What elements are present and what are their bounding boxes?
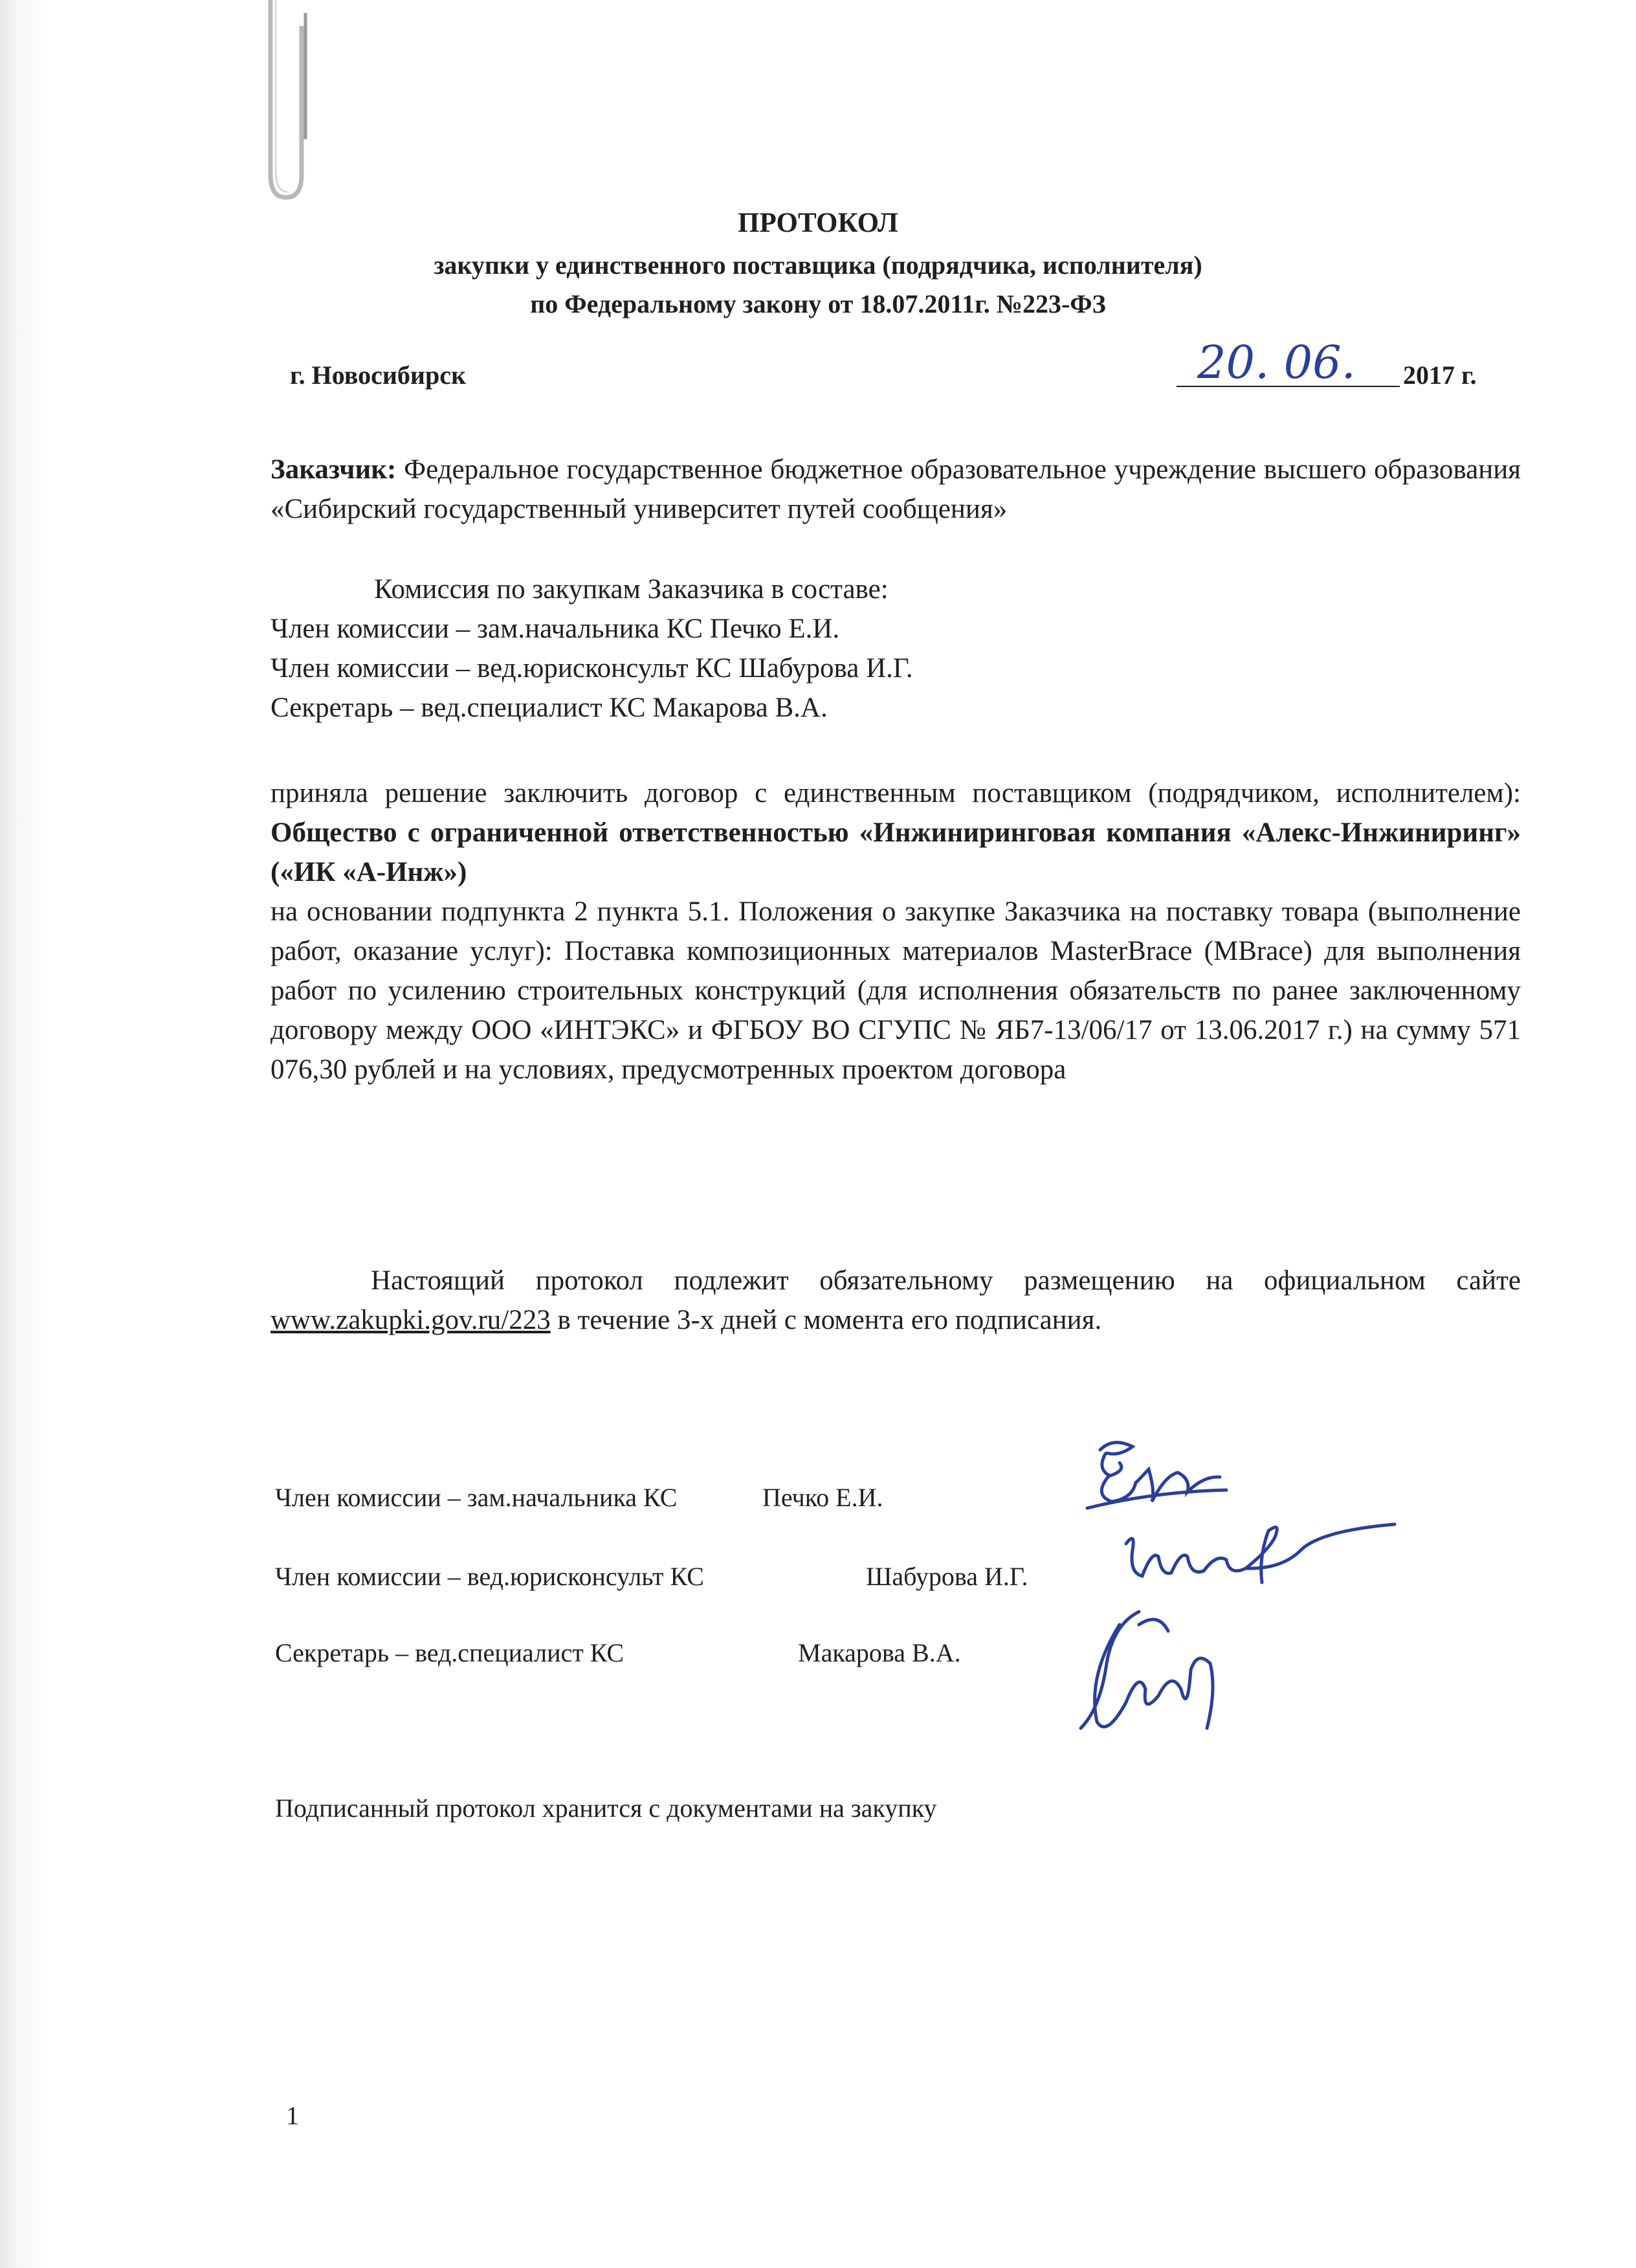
commission-member: Член комиссии – зам.начальника КС Печко Е.И. xyxy=(271,614,840,644)
footer-note: Подписанный протокол хранится с документами на закупку xyxy=(275,1794,937,1823)
decision-intro: приняла решение заключить договор с единственным поставщиком (подрядчиком, исполнителем): xyxy=(271,778,1521,808)
document-law-reference: по Федеральному закону от 18.07.2011г. №223-ФЗ xyxy=(530,289,1106,318)
handwritten-signature xyxy=(1061,1599,1249,1748)
paper-clip-icon xyxy=(246,0,324,207)
signature-name: Печко Е.И. xyxy=(762,1483,883,1512)
handwritten-date xyxy=(1197,331,1391,393)
customer-paragraph xyxy=(271,450,1521,529)
scan-edge-shadow xyxy=(0,0,45,2268)
commission-intro: Комиссия по закупкам Заказчика в составе: xyxy=(374,574,889,605)
commission-member: Член комиссии – вед.юрисконсульт КС Шабурова И.Г. xyxy=(271,653,913,684)
handwritten-signature xyxy=(1107,1511,1398,1608)
city-label: г. Новосибирск xyxy=(290,361,466,390)
notice-text: Настоящий протокол подлежит обязательному размещению на официальном сайте xyxy=(371,1265,1521,1296)
commission-member: Секретарь – вед.специалист КС Макарова В.А. xyxy=(271,693,828,723)
page-number: 1 xyxy=(286,2101,299,2130)
signature-name: Шабурова И.Г. xyxy=(866,1562,1028,1591)
document-subtitle: закупки у единственного поставщика (подрядчика, исполнителя) xyxy=(434,250,1202,280)
decision-basis: на основании подпункта 2 пункта 5.1. Положения о закупке Заказчика на поставку товара (выполнение работ, оказание услуг): Поставка композиционных материалов MasterBrace (MBrace) для выполнения работ по усилению строительных конструкций (для исполнения обязательств по ранее заключенному договору между ООО «ИНТЭКС» и ФГБОУ ВО СГУПС № ЯБ7-13/06/17 от 13.06.2017 г.) на сумму 571 076,30 рублей и на условиях, предусмотренных проектом договора xyxy=(271,896,1521,1085)
signature-role: Член комиссии – зам.начальника КС xyxy=(275,1483,678,1512)
commission-block xyxy=(271,570,1521,728)
document-year: 2017 г. xyxy=(1403,361,1477,390)
zakupki-link[interactable]: www.zakupki.gov.ru/223 xyxy=(271,1305,551,1335)
customer-name: Федеральное государственное бюджетное образовательное учреждение высшего образования «Сибирский государственный университет путей сообщения» xyxy=(271,454,1521,524)
svg-text:20. 06.: 20. 06. xyxy=(1197,336,1356,389)
signature-name: Макарова В.А. xyxy=(798,1638,961,1667)
signature-role: Секретарь – вед.специалист КС xyxy=(275,1638,625,1667)
supplier-name: Общество с ограниченной ответственностью «Инжиниринговая компания «Алекс-Инжиниринг» («ИК «А-Инж») xyxy=(271,817,1521,887)
document-title: ПРОТОКОЛ xyxy=(738,208,898,238)
signature-role: Член комиссии – вед.юрисконсульт КС xyxy=(275,1562,704,1591)
customer-label: Заказчик: xyxy=(271,454,397,485)
notice-text-after: в течение 3-х дней с момента его подписания. xyxy=(550,1305,1102,1335)
decision-paragraph xyxy=(271,773,1521,1089)
notice-paragraph xyxy=(271,1261,1521,1340)
